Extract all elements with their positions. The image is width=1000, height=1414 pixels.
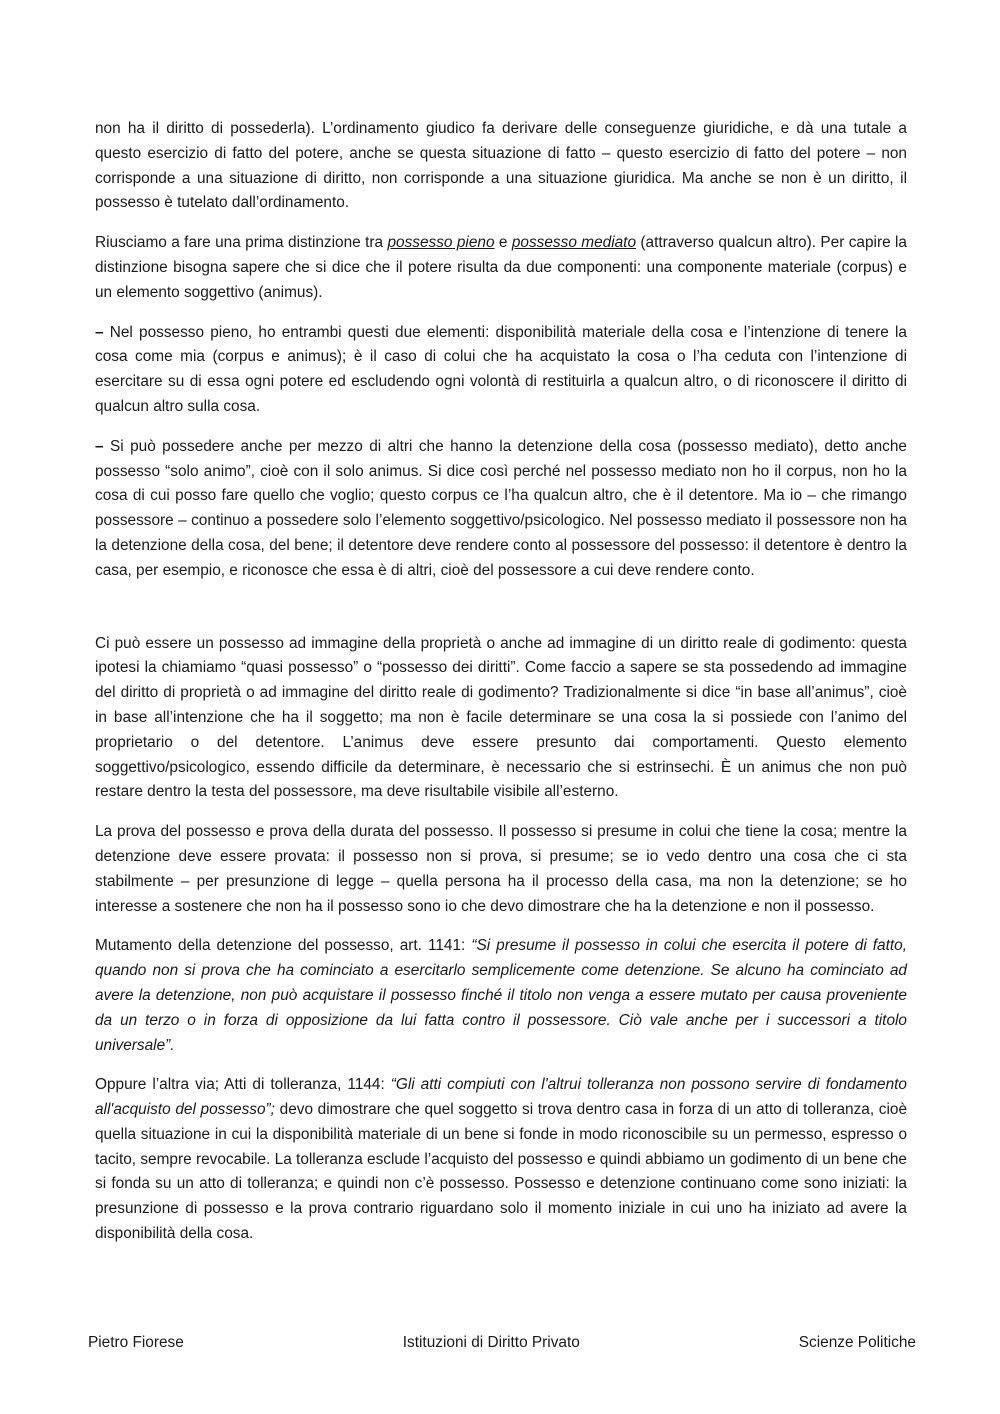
text-fragment: Si può possedere anche per mezzo di altri che hanno la detenzione della cosa (possesso mediato), detto anche possesso “solo animo”, cioè con il solo animus. Si dice così perché nel possesso mediato non ho il corpus, non ho la cosa di cui posso fare quello che voglio; questo corpus ce l’ha qualcun altro, che è il detentore. Ma io – che rimango possessore – continuo a possedere solo l’elemento soggettivo/psicologico. Nel possesso mediato il possessore non ha la detenzione della cosa, del bene; il detentore deve rendere conto al possessore del possesso: il detentore è dentro la casa, per esempio, e riconosce che essa è di altri, cioè del possessore a cui deve rendere conto. — [95, 437, 907, 579]
paragraph-art-1141 — [95, 934, 907, 1058]
term-possesso-mediato: possesso mediato — [511, 234, 637, 252]
text-fragment: Riusciamo a fare una prima distinzione tra — [95, 234, 388, 252]
footer-faculty: Scienze Politiche — [798, 1334, 916, 1351]
footer-course: Istituzioni di Diritto Privato — [402, 1334, 580, 1351]
text-fragment: Nel possesso pieno, ho entrambi questi due elementi: disponibilità materiale della cosa e l’intenzione di tenere la cosa come mia (corpus e animus); è il caso di colui che ha acquistato la cosa o l’ha ceduta con l’intenzione di esercitare su di essa ogni potere ed escludendo ogni volontà di restituirla a qualcun altro, o di riconoscere il diritto di qualcun altro sulla cosa. — [95, 323, 907, 415]
text-fragment: (attraverso qualcun altro). Per capire la distinzione bisogna sapere che si dice che il potere risulta da due componenti: una componente materiale (corpus) e un elemento soggettivo (animus). — [95, 234, 907, 301]
page-footer — [88, 1333, 916, 1353]
paragraph-distinction — [95, 231, 907, 305]
quote-art-1141: “Si presume il possesso in colui che esercita il potere di fatto, quando non si prova che ha cominciato a esercitarlo semplicemente come detenzione. Se alcuno ha cominciato ad avere la detenzione, non può acquistare il possesso finché il titolo non venga a essere mutato per causa proveniente da un terzo o in forza di opposizione da lui fatta contro il possessore. Ciò vale anche per i successori a titolo universale”. — [95, 937, 907, 1054]
paragraph-full-possession — [95, 321, 907, 420]
paragraph-quasi-possession: Ci può essere un possesso ad immagine della proprietà o anche ad immagine di un diritto reale di godimento: questa ipotesi la chiamiamo “quasi possesso” o “possesso dei diritti”. Come faccio a sapere se sta possedendo ad immagine del diritto di proprietà o ad immagine del diritto reale di godimento? Tradizionalmente si dice “in base all’animus”, cioè in base all’intenzione che ha il soggetto; ma non è facile determinare se una cosa la si possiede con l’animo del proprietario o del detentore. L’animus deve essere presunto dai comportamenti. Questo elemento soggettivo/psicologico, essendo difficile da determinare, è necessario che si estrinsechi. È un animus che non può restare dentro la testa del possessore, ma deve risultabile visibile all’esterno. — [95, 634, 907, 801]
text-fragment: e — [494, 234, 512, 252]
text-fragment: Oppure l’altra via; Atti di tolleranza, 1144: — [95, 1076, 391, 1094]
paragraph-possession-protection: non ha il diritto di possederla). L’ordinamento giudico fa derivare delle conseguenze giuridiche, e dà una tutale a questo esercizio di fatto del potere, anche se questa situazione di fatto – questo esercizio di fatto del potere – non corrisponde a una situazione di diritto, non corrisponde a una situazione giuridica. Ma anche se non è un diritto, il possesso è tutelato dall’ordinamento. — [95, 120, 907, 212]
footer-author: Pietro Fiorese — [88, 1334, 184, 1351]
bullet-dash: – — [95, 323, 104, 341]
bullet-dash: – — [95, 437, 104, 455]
term-possesso-pieno: possesso pieno — [387, 234, 495, 252]
text-fragment: Mutamento della detenzione del possesso, art. 1141: — [95, 937, 472, 955]
quote-art-1144: “Gli atti compiuti con l'altrui tolleranza non possono servire di fondamento all'acquisto del possesso”; — [95, 1076, 907, 1119]
text-fragment: devo dimostrare che quel soggetto si trova dentro casa in forza di un atto di tolleranza, cioè quella situazione in cui la disponibilità materiale di un bene si fonde in modo riconoscibile su un permesso, espresso o tacito, sempre revocabile. La tolleranza esclude l’acquisto del possesso e quindi abbiamo un godimento di un bene che si fonda su un atto di tolleranza; e quindi non c’è possesso. Possesso e detenzione continuano come sono iniziati: la presunzione di possesso e la prova contrario riguardano solo il momento iniziale in cui uno ha iniziato ad avere la disponibilità della cosa. — [95, 1101, 908, 1243]
document-body — [95, 117, 907, 1262]
paragraph-proof-of-possession: La prova del possesso e prova della durata del possesso. Il possesso si presume in colui che tiene la cosa; mentre la detenzione deve essere provata: il possesso non si prova, si presume; se io vedo dentro una cosa che ci sta stabilmente – per presunzione di legge – quella persona ha il processo della casa, ma non la detenzione; se ho interesse a sostenere che non ha il possesso sono io che devo dimostrare che ha la detenzione e non il possesso. — [95, 823, 907, 915]
paragraph-mediated-possession — [95, 435, 907, 584]
paragraph-art-1144 — [95, 1073, 907, 1247]
